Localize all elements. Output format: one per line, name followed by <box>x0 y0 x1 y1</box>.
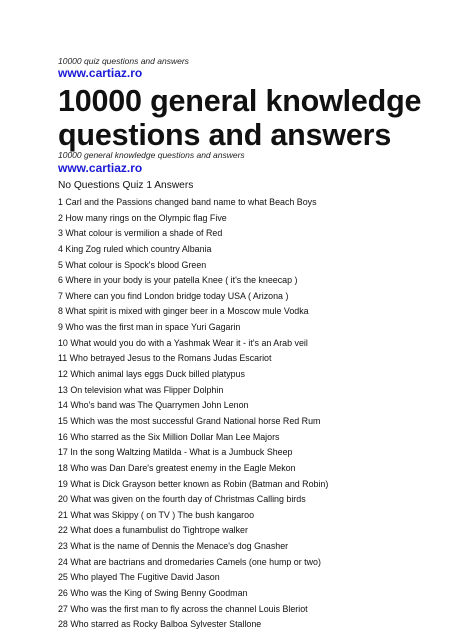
question-item: 21 What was Skippy ( on TV ) The bush kangaroo <box>58 509 255 520</box>
question-item: 11 Who betrayed Jesus to the Romans Judas Escariot <box>58 353 272 364</box>
question-item: 28 Who starred as Rocky Balboa Sylvester Stallone <box>58 619 262 630</box>
question-item: 1 Carl and the Passions changed band name to what Beach Boys <box>58 197 317 207</box>
question-item: 23 What is the name of Dennis the Menace's dog Gnasher <box>58 541 289 552</box>
question-item: 6 Where in your body is your patella Knee ( it's the kneecap ) <box>58 275 298 286</box>
document-page <box>58 56 466 633</box>
quiz-heading: No Questions Quiz 1 Answers <box>58 180 194 191</box>
question-item: 14 Who's band was The Quarrymen John Lenon <box>58 400 249 411</box>
question-item: 10 What would you do with a Yashmak Wear it - it's an Arab veil <box>58 337 308 348</box>
question-list <box>58 195 466 633</box>
question-item: 16 Who starred as the Six Million Dollar Man Lee Majors <box>58 431 280 442</box>
question-item: 19 What is Dick Grayson better known as Robin (Batman and Robin) <box>58 478 329 489</box>
website-link-bottom[interactable]: www.cartiaz.ro <box>58 161 143 175</box>
website-link-top[interactable]: www.cartiaz.ro <box>58 66 143 80</box>
title-line-1: 10000 general knowledge <box>58 84 422 118</box>
question-item: 15 Which was the most successful Grand National horse Red Rum <box>58 415 321 426</box>
question-item: 27 Who was the first man to fly across the channel Louis Bleriot <box>58 603 308 614</box>
question-item: 12 Which animal lays eggs Duck billed platypus <box>58 369 245 380</box>
question-item: 20 What was given on the fourth day of Christmas Calling birds <box>58 494 306 505</box>
question-item: 17 In the song Waltzing Matilda - What is a Jumbuck Sheep <box>58 447 293 458</box>
question-item: 25 Who played The Fugitive David Jason <box>58 572 220 583</box>
question-item: 5 What colour is Spock's blood Green <box>58 259 207 270</box>
question-item: 18 Who was Dan Dare's greatest enemy in the Eagle Mekon <box>58 462 296 473</box>
subtitle: 10000 general knowledge questions and answers <box>58 150 245 160</box>
question-item: 22 What does a funambulist do Tightrope walker <box>58 525 248 536</box>
question-item: 7 Where can you find London bridge today USA ( Arizona ) <box>58 290 289 301</box>
question-item: 8 What spirit is mixed with ginger beer in a Moscow mule Vodka <box>58 306 309 317</box>
question-item: 26 Who was the King of Swing Benny Goodman <box>58 588 248 599</box>
page-title <box>58 84 466 152</box>
question-item: 4 King Zog ruled which country Albania <box>58 243 212 254</box>
question-item: 13 On television what was Flipper Dolphin <box>58 384 224 395</box>
page-header: 10000 quiz questions and answers <box>58 56 189 66</box>
question-item: 3 What colour is vermilion a shade of Red <box>58 228 223 239</box>
title-line-2: questions and answers <box>58 118 392 152</box>
question-item: 9 Who was the first man in space Yuri Gagarin <box>58 322 241 333</box>
question-item: 2 How many rings on the Olympic flag Five <box>58 212 227 223</box>
question-item: 24 What are bactrians and dromedaries Camels (one hump or two) <box>58 556 321 567</box>
